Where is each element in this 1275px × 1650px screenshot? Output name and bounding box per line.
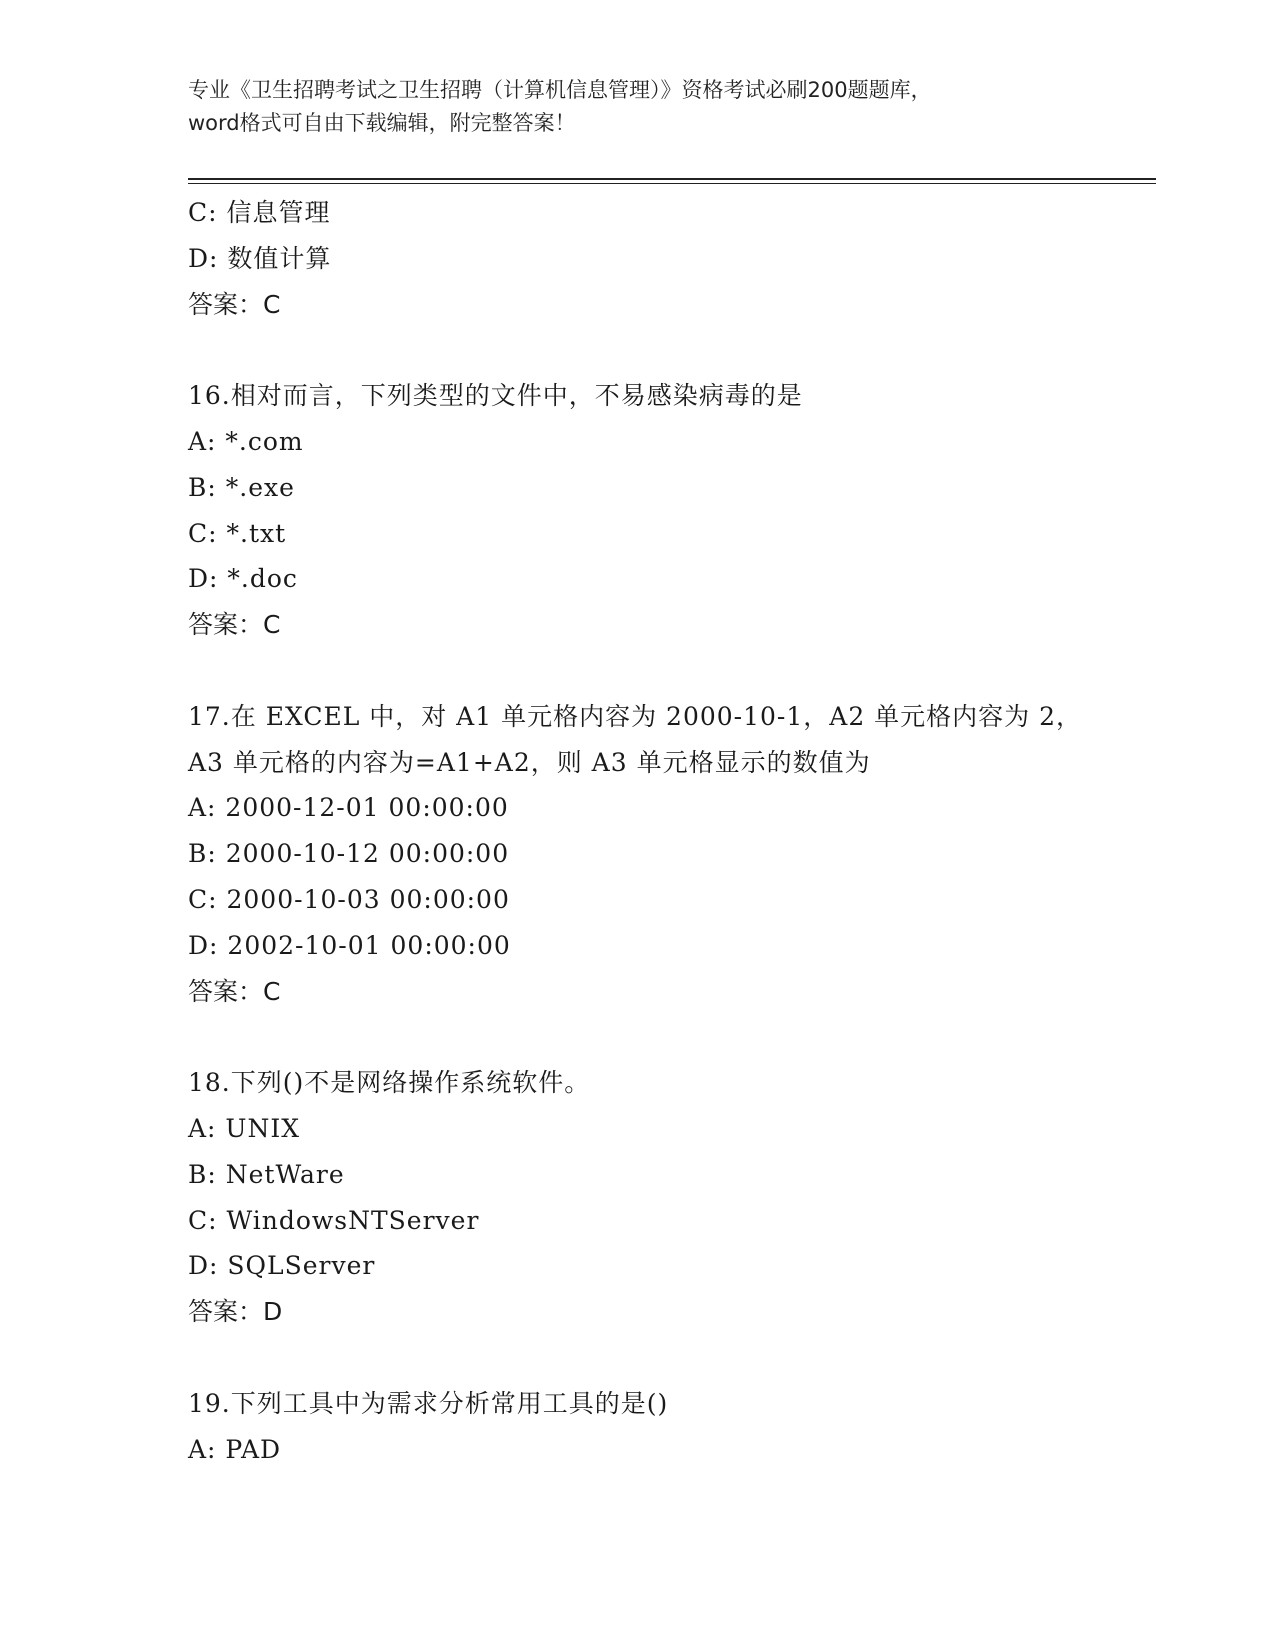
option-a: A: UNIX	[188, 1113, 301, 1143]
question-block	[188, 190, 1156, 327]
option-a: A: PAD	[188, 1434, 282, 1464]
header-divider-thin	[188, 183, 1156, 184]
option-b: B: 2000-10-12 00:00:00	[188, 839, 510, 869]
question-text: 18.下列()不是网络操作系统软件。	[188, 1068, 591, 1098]
question-text-continued: A3 单元格的内容为=A1+A2，则 A3 单元格显示的数值为	[188, 747, 871, 777]
question-text: 16.相对而言，下列类型的文件中，不易感染病毒的是	[188, 381, 803, 411]
header-divider-thick	[188, 178, 1156, 180]
option-c: C: *.txt	[188, 518, 287, 548]
question-block-17	[188, 694, 1156, 1015]
option-d: D: SQLServer	[188, 1251, 376, 1281]
question-list	[188, 190, 1156, 1472]
option-b: B: NetWare	[188, 1159, 345, 1189]
option-d: D: *.doc	[188, 564, 298, 594]
question-text: 19.下列工具中为需求分析常用工具的是()	[188, 1388, 669, 1418]
option-b: B: *.exe	[188, 472, 295, 502]
option-a: A: *.com	[188, 426, 304, 456]
question-text: 17.在 EXCEL 中，对 A1 单元格内容为 2000-10-1，A2 单元格内容为 2，	[188, 701, 1083, 731]
answer-line: 答案：C	[188, 289, 281, 319]
option-c: C: 2000-10-03 00:00:00	[188, 884, 510, 914]
header-line-1: 专业《卫生招聘考试之卫生招聘（计算机信息管理）》资格考试必刷200题题库，	[188, 78, 932, 102]
option-d: D: 数值计算	[188, 243, 332, 273]
question-block-18	[188, 1060, 1156, 1335]
header-line-2: word格式可自由下载编辑，附完整答案！	[188, 111, 576, 135]
question-block-16	[188, 373, 1156, 648]
answer-line: 答案：C	[188, 610, 281, 640]
option-d: D: 2002-10-01 00:00:00	[188, 930, 511, 960]
question-block-19	[188, 1381, 1156, 1473]
document-header	[188, 74, 1088, 140]
option-c: C: 信息管理	[188, 198, 331, 227]
answer-line: 答案：D	[188, 1297, 283, 1327]
option-a: A: 2000-12-01 00:00:00	[188, 793, 509, 823]
option-c: C: WindowsNTServer	[188, 1205, 480, 1235]
answer-line: 答案：C	[188, 976, 281, 1006]
